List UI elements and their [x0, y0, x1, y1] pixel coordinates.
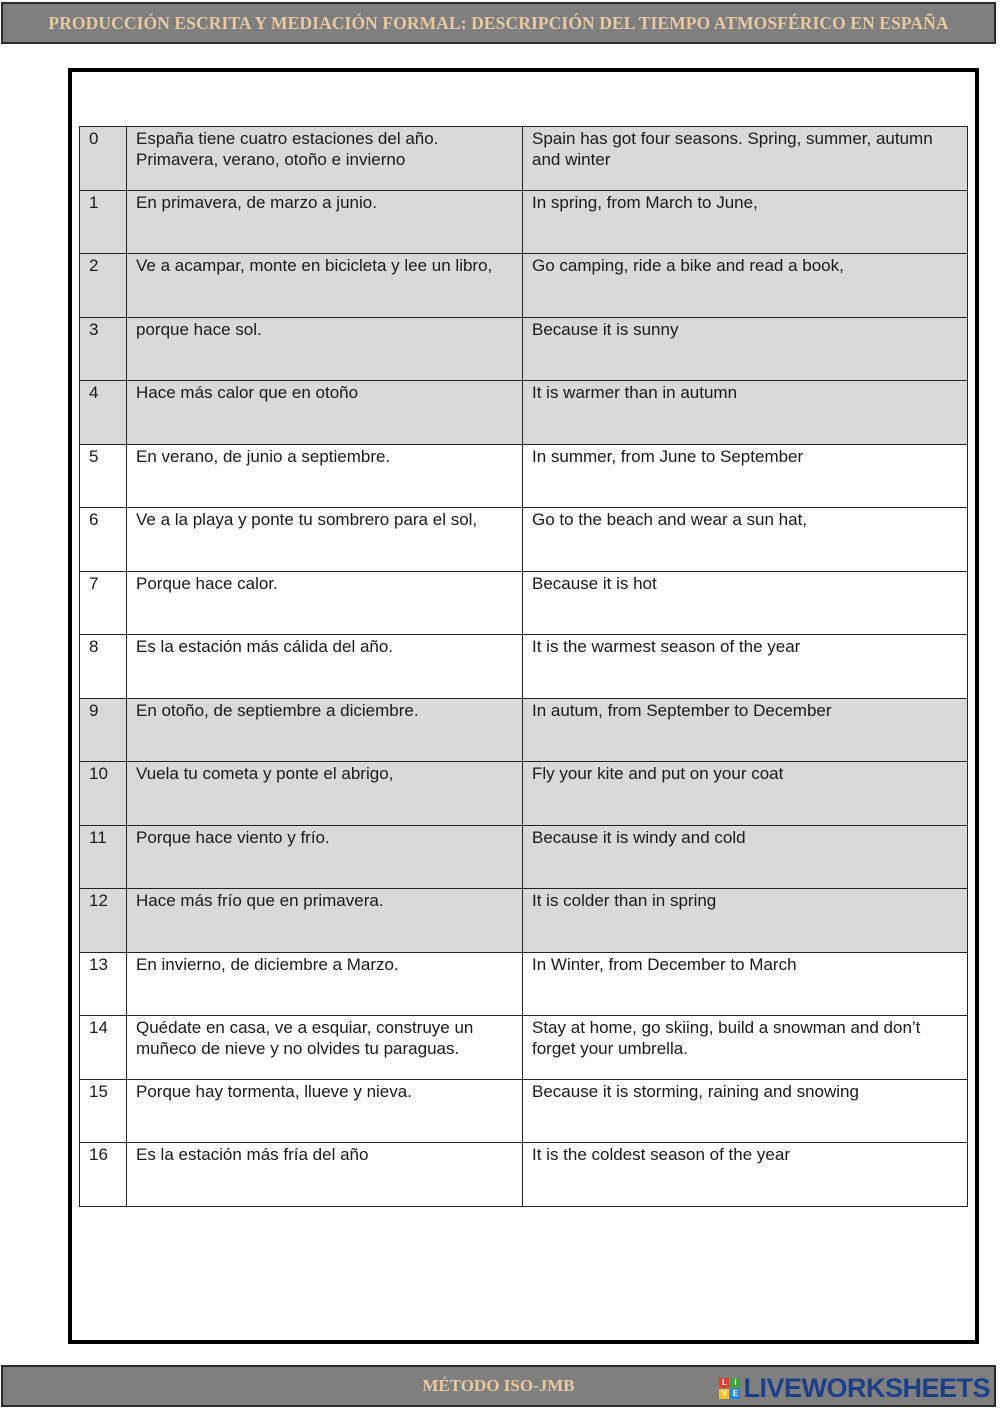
english-text-cell: It is colder than in spring [523, 889, 968, 953]
header-bar [1, 2, 996, 44]
english-text-cell: Go to the beach and wear a sun hat, [523, 508, 968, 572]
table-row [80, 1016, 968, 1080]
logo-letter: V [719, 1389, 729, 1399]
table-row [80, 571, 968, 635]
english-text-cell: Because it is sunny [523, 317, 968, 381]
english-text-cell: Because it is windy and cold [523, 825, 968, 889]
row-number: 12 [80, 889, 127, 953]
spanish-text-cell: Ve a la playa y ponte tu sombrero para el sol, [127, 508, 523, 572]
spanish-text-cell: Es la estación más cálida del año. [127, 635, 523, 699]
spanish-text-cell: Porque hace viento y frío. [127, 825, 523, 889]
row-number: 0 [80, 127, 127, 191]
spanish-text-cell: Porque hace calor. [127, 571, 523, 635]
table-row [80, 381, 968, 445]
row-number: 8 [80, 635, 127, 699]
spanish-text-cell: Hace más frío que en primavera. [127, 889, 523, 953]
row-number: 10 [80, 762, 127, 826]
table-row [80, 508, 968, 572]
table-row [80, 1143, 968, 1207]
page-title: PRODUCCIÓN ESCRITA Y MEDIACIÓN FORMAL: DESCRIPCIÓN DEL TIEMPO ATMOSFÉRICO EN ESPAÑA [48, 12, 949, 33]
row-number: 16 [80, 1143, 127, 1207]
english-text-cell: Stay at home, go skiing, build a snowman and don’t forget your umbrella. [523, 1016, 968, 1080]
english-text-cell: In summer, from June to September [523, 444, 968, 508]
table-row [80, 1079, 968, 1143]
logo-letter: E [730, 1389, 740, 1399]
spanish-text-cell: En invierno, de diciembre a Marzo. [127, 952, 523, 1016]
table-row [80, 825, 968, 889]
logo-wordmark: LIVEWORKSHEETS [743, 1373, 990, 1403]
spanish-text-cell: En otoño, de septiembre a diciembre. [127, 698, 523, 762]
row-number: 11 [80, 825, 127, 889]
liveworksheets-logo-icon [719, 1378, 740, 1399]
english-text-cell: In spring, from March to June, [523, 190, 968, 254]
spanish-text-cell: porque hace sol. [127, 317, 523, 381]
table-row [80, 254, 968, 318]
english-text-cell: It is the coldest season of the year [523, 1143, 968, 1207]
spanish-text-cell: En verano, de junio a septiembre. [127, 444, 523, 508]
english-text-cell: Because it is hot [523, 571, 968, 635]
english-text-cell: It is warmer than in autumn [523, 381, 968, 445]
english-text-cell: It is the warmest season of the year [523, 635, 968, 699]
spanish-text-cell: Porque hay tormenta, llueve y nieva. [127, 1079, 523, 1143]
table-row [80, 889, 968, 953]
spanish-text-cell: Vuela tu cometa y ponte el abrigo, [127, 762, 523, 826]
spanish-text-cell: Hace más calor que en otoño [127, 381, 523, 445]
row-number: 13 [80, 952, 127, 1016]
table-row [80, 317, 968, 381]
row-number: 2 [80, 254, 127, 318]
english-text-cell: Fly your kite and put on your coat [523, 762, 968, 826]
table-row [80, 698, 968, 762]
table-row [80, 127, 968, 191]
english-text-cell: Spain has got four seasons. Spring, summer, autumn and winter [523, 127, 968, 191]
row-number: 14 [80, 1016, 127, 1080]
table-row [80, 190, 968, 254]
logo-letter: L [719, 1378, 729, 1388]
liveworksheets-logo [719, 1372, 990, 1404]
footer-bar [1, 1365, 996, 1407]
row-number: 5 [80, 444, 127, 508]
spanish-text-cell: Ve a acampar, monte en bicicleta y lee un libro, [127, 254, 523, 318]
english-text-cell: Because it is storming, raining and snowing [523, 1079, 968, 1143]
table-row [80, 952, 968, 1016]
table-row [80, 762, 968, 826]
english-text-cell: Go camping, ride a bike and read a book, [523, 254, 968, 318]
spanish-text-cell: España tiene cuatro estaciones del año. Primavera, verano, otoño e invierno [127, 127, 523, 191]
spanish-text-cell: En primavera, de marzo a junio. [127, 190, 523, 254]
english-text-cell: In Winter, from December to March [523, 952, 968, 1016]
row-number: 3 [80, 317, 127, 381]
spanish-text-cell: Es la estación más fría del año [127, 1143, 523, 1207]
table-row [80, 444, 968, 508]
spanish-text-cell: Quédate en casa, ve a esquiar, construye un muñeco de nieve y no olvides tu paraguas. [127, 1016, 523, 1080]
row-number: 4 [80, 381, 127, 445]
row-number: 9 [80, 698, 127, 762]
row-number: 1 [80, 190, 127, 254]
table-row [80, 635, 968, 699]
footer-method-label: MÉTODO ISO-JMB [422, 1376, 575, 1395]
translation-table [79, 126, 968, 1207]
logo-letter: I [730, 1378, 740, 1388]
row-number: 6 [80, 508, 127, 572]
table-body [80, 127, 968, 1207]
english-text-cell: In autum, from September to December [523, 698, 968, 762]
row-number: 15 [80, 1079, 127, 1143]
row-number: 7 [80, 571, 127, 635]
